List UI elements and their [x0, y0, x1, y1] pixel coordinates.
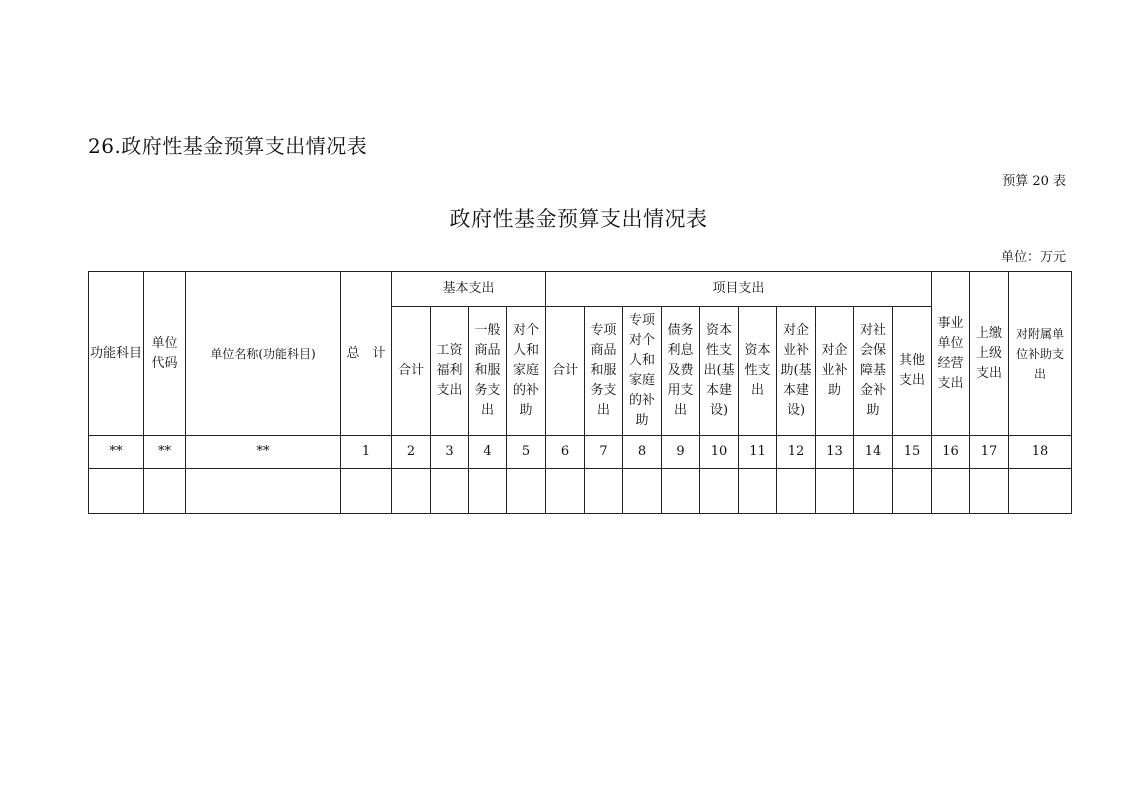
data-cell	[932, 469, 970, 514]
index-cell: 5	[507, 436, 546, 469]
index-cell: 6	[546, 436, 585, 469]
data-cell	[623, 469, 662, 514]
data-cell	[893, 469, 932, 514]
data-cell	[469, 469, 507, 514]
index-cell: 7	[585, 436, 623, 469]
header-basic-subtotal: 合计	[392, 307, 431, 436]
header-row-group	[89, 272, 1072, 307]
data-cell	[777, 469, 816, 514]
header-unit-name: 单位名称(功能科目)	[186, 272, 341, 436]
data-cell	[144, 469, 186, 514]
header-project-enterprise-basic: 对企业补助(基本建设)	[777, 307, 816, 436]
index-cell: 16	[932, 436, 970, 469]
data-cell	[431, 469, 469, 514]
index-cell: 1	[341, 436, 392, 469]
header-project-debt-interest: 债务利息及费用支出	[662, 307, 700, 436]
budget-table	[88, 271, 1072, 514]
document-heading: 26.政府性基金预算支出情况表	[88, 134, 368, 158]
table-title: 政府性基金预算支出情况表	[449, 207, 708, 231]
data-cell	[816, 469, 854, 514]
data-cell	[546, 469, 585, 514]
header-project-subtotal: 合计	[546, 307, 585, 436]
header-unit-code: 单位代码	[144, 272, 186, 436]
data-cell	[1009, 469, 1072, 514]
data-cell	[739, 469, 777, 514]
data-cell	[392, 469, 431, 514]
header-subsidiary: 对附属单位补助支出	[1009, 272, 1072, 436]
header-project-other: 其他支出	[893, 307, 932, 436]
table-row	[89, 469, 1072, 514]
header-basic-group: 基本支出	[392, 272, 546, 307]
data-cell	[186, 469, 341, 514]
index-cell: 11	[739, 436, 777, 469]
data-cell	[854, 469, 893, 514]
header-project-capital: 资本性支出	[739, 307, 777, 436]
data-cell	[700, 469, 739, 514]
index-cell: 13	[816, 436, 854, 469]
header-project-capital-basic: 资本性支出(基本建设)	[700, 307, 739, 436]
header-project-enterprise: 对企业补助	[816, 307, 854, 436]
data-cell	[341, 469, 392, 514]
index-cell: 12	[777, 436, 816, 469]
data-cell	[507, 469, 546, 514]
index-cell: 15	[893, 436, 932, 469]
index-cell: **	[89, 436, 144, 469]
index-cell: 17	[970, 436, 1009, 469]
header-project-group: 项目支出	[546, 272, 932, 307]
data-cell	[585, 469, 623, 514]
index-cell: 3	[431, 436, 469, 469]
index-cell: 8	[623, 436, 662, 469]
index-row	[89, 436, 1072, 469]
table-code: 预算 20 表	[1002, 174, 1066, 189]
header-project-goods-services: 专项商品和服务支出	[585, 307, 623, 436]
index-cell: **	[144, 436, 186, 469]
index-cell: **	[186, 436, 341, 469]
data-cell	[89, 469, 144, 514]
data-cell	[662, 469, 700, 514]
index-cell: 18	[1009, 436, 1072, 469]
header-project-social-security: 对社会保障基金补助	[854, 307, 893, 436]
index-cell: 4	[469, 436, 507, 469]
index-cell: 10	[700, 436, 739, 469]
index-cell: 2	[392, 436, 431, 469]
unit-label: 单位：万元	[1000, 250, 1066, 265]
header-basic-to-individuals: 对个人和家庭的补助	[507, 307, 546, 436]
data-cell	[970, 469, 1009, 514]
header-remit-upper: 上缴上级支出	[970, 272, 1009, 436]
header-project-to-individuals: 专项对个人和家庭的补助	[623, 307, 662, 436]
header-business: 事业单位经营支出	[932, 272, 970, 436]
index-cell: 14	[854, 436, 893, 469]
header-basic-wages: 工资福利支出	[431, 307, 469, 436]
header-total: 总 计	[341, 272, 392, 436]
index-cell: 9	[662, 436, 700, 469]
header-basic-goods-services: 一般商品和服务支出	[469, 307, 507, 436]
header-function-subject: 功能科目	[89, 272, 144, 436]
